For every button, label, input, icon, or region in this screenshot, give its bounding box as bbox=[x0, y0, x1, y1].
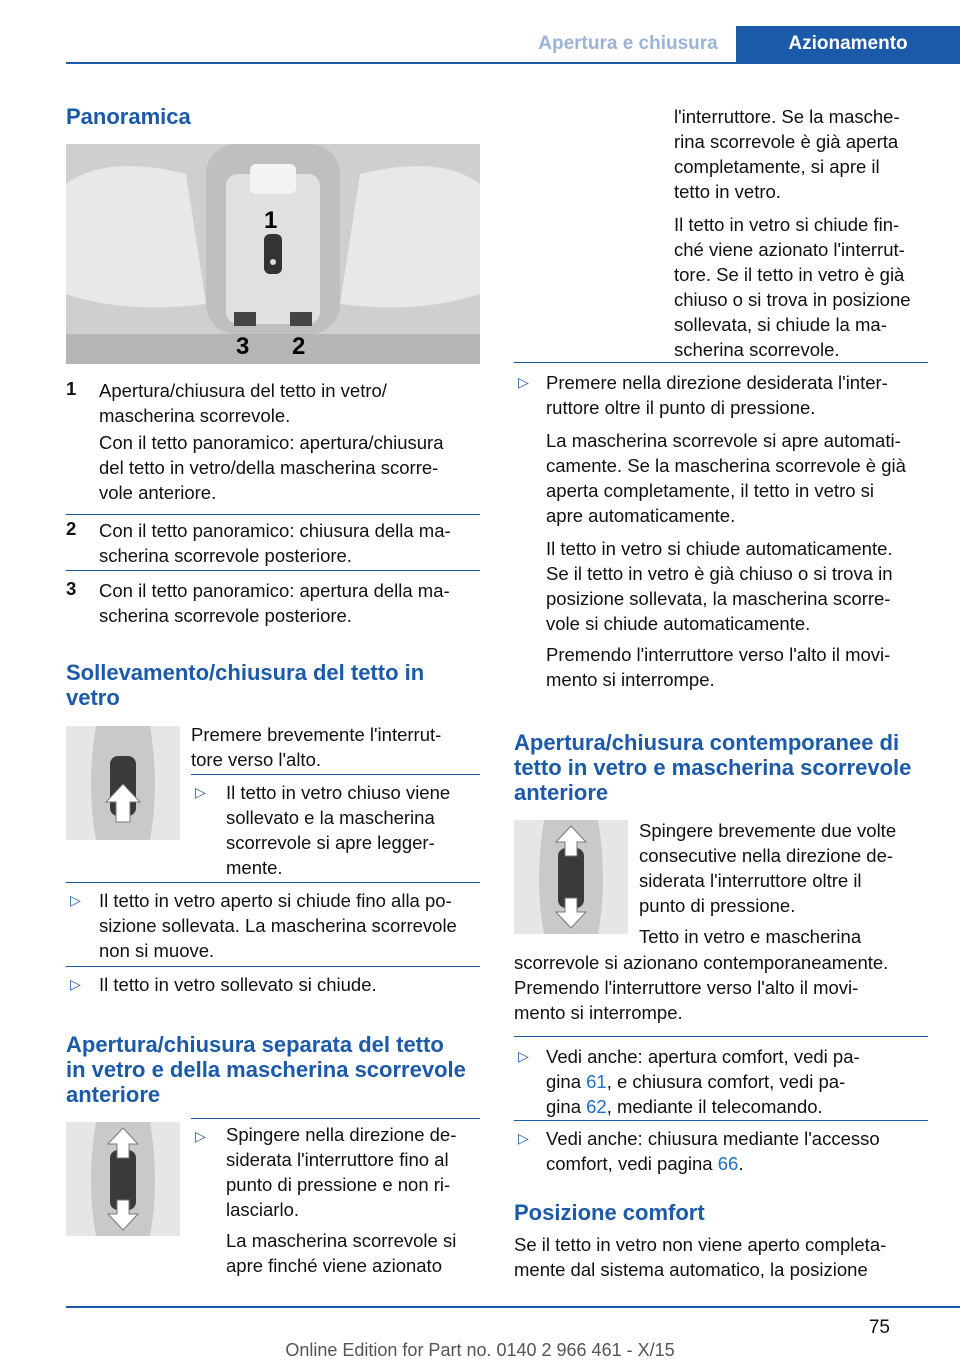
page-link-61[interactable]: 61 bbox=[586, 1071, 607, 1092]
bullet-triangle-icon: ▷ bbox=[518, 374, 529, 390]
contemporanee-bullet-2: Vedi anche: chiusura mediante l'accesso comfort, vedi pagina 66. bbox=[546, 1128, 880, 1174]
switch-up-photo bbox=[66, 726, 180, 840]
item-2-text: Con il tetto panoramico: chiusura della ma‐ scherina scorrevole posteriore. bbox=[99, 520, 451, 566]
separata-bullet-2-p2: La mascherina scorrevole si apre automati‐ camente. Se la mascherina scorrevole è già aperta completamente, il tetto in vetro si apre automaticamente. bbox=[546, 430, 906, 526]
page-link-62[interactable]: 62 bbox=[586, 1096, 607, 1117]
bullet-triangle-icon: ▷ bbox=[70, 976, 81, 992]
section-title-separata: Apertura/chiusura separata del tetto in vetro e della mascherina scorrevole anteriore bbox=[66, 1032, 466, 1107]
separata-bullet-2: Premere nella direzione desiderata l'inter‐ ruttore oltre il punto di pressione. bbox=[546, 372, 888, 418]
item-number-3: 3 bbox=[66, 578, 77, 599]
sollevamento-intro: Premere brevemente l'interrut‐ tore verso l'alto. bbox=[191, 724, 442, 770]
separata-bullet-1-cont: La mascherina scorrevole si apre finché viene azionato bbox=[226, 1230, 457, 1276]
divider bbox=[66, 882, 480, 883]
contemporanee-text-2a: Tetto in vetro e mascherina bbox=[639, 926, 862, 947]
header-section-tab[interactable]: Apertura e chiusura bbox=[538, 33, 718, 54]
bullet-triangle-icon: ▷ bbox=[518, 1130, 529, 1146]
divider bbox=[191, 1118, 480, 1119]
switch-both-photo bbox=[66, 1122, 180, 1236]
overview-photo bbox=[66, 144, 480, 364]
comfort-text: Se il tetto in vetro non viene aperto completa‐ mente dal sistema automatico, la posizione bbox=[514, 1234, 887, 1280]
divider bbox=[66, 966, 480, 967]
divider bbox=[191, 774, 480, 775]
footer-rule bbox=[66, 1306, 960, 1308]
section-title-panoramica: Panoramica bbox=[66, 104, 191, 129]
page-link-66[interactable]: 66 bbox=[717, 1153, 739, 1174]
separata-bullet-1: Spingere nella direzione de‐ siderata l'interruttore fino al punto di pressione e non ri‐ lasciarlo. bbox=[226, 1124, 457, 1220]
sollevamento-bullet-2: Il tetto in vetro aperto si chiude fino alla po‐ sizione sollevata. La mascherina scorrevole non si muove. bbox=[99, 890, 457, 961]
callout-2: 2 bbox=[292, 333, 306, 360]
separata-bullet-2-p3: Il tetto in vetro si chiude automaticamente. Se il tetto in vetro è già chiuso o si trova in posizione sollevata, la mascherina scorre‐ vole si chiude automaticamente. bbox=[546, 538, 893, 634]
item-3-text: Con il tetto panoramico: apertura della ma‐ scherina scorrevole posteriore. bbox=[99, 580, 450, 626]
item-1-note: Con il tetto panoramico: apertura/chiusura del tetto in vetro/della mascherina scorre‐ vole anteriore. bbox=[99, 432, 444, 503]
section-title-contemporanee: Apertura/chiusura contemporanee di tetto in vetro e mascherina scorrevole anteriore bbox=[514, 730, 912, 805]
sollevamento-bullet-1: Il tetto in vetro chiuso viene sollevato e la mascherina scorrevole si apre legger‐ mente. bbox=[226, 782, 451, 878]
separata-bullet-2-p4: Premendo l'interruttore verso l'alto il movi‐ mento si interrompe. bbox=[546, 644, 891, 690]
item-number-2: 2 bbox=[66, 518, 77, 539]
bullet-triangle-icon: ▷ bbox=[195, 784, 206, 800]
divider bbox=[66, 570, 480, 571]
bullet-triangle-icon: ▷ bbox=[518, 1048, 529, 1064]
bullet-triangle-icon: ▷ bbox=[70, 892, 81, 908]
divider bbox=[514, 362, 928, 363]
switch-double-photo bbox=[514, 820, 628, 934]
header-chapter-tab[interactable]: Azionamento bbox=[736, 26, 960, 62]
contemporanee-text-2: scorrevole si azionano contemporaneamente. Premendo l'interruttore verso l'alto il movi‐ mento si interrompe. bbox=[514, 952, 889, 1023]
callout-1: 1 bbox=[264, 207, 278, 234]
contemporanee-text-1: Spingere brevemente due volte consecutive nella direzione de‐ siderata l'interruttore oltre il punto di pressione. bbox=[639, 820, 897, 916]
callout-3: 3 bbox=[236, 333, 250, 360]
page-number: 75 bbox=[868, 1317, 890, 1338]
divider bbox=[514, 1120, 928, 1121]
sollevamento-bullet-3: Il tetto in vetro sollevato si chiude. bbox=[99, 974, 377, 995]
divider bbox=[514, 1036, 928, 1037]
divider bbox=[66, 514, 480, 515]
page-header bbox=[0, 0, 960, 62]
bullet-triangle-icon: ▷ bbox=[195, 1128, 206, 1144]
section-title-sollevamento: Sollevamento/chiusura del tetto in vetro bbox=[66, 660, 425, 710]
contemporanee-bullet-1: Vedi anche: apertura comfort, vedi pa‐ gina 61, e chiusura comfort, vedi pa‐ gina 62, mediante il telecomando. bbox=[546, 1046, 860, 1117]
edition-footer: Online Edition for Part no. 0140 2 966 461 - X/15 bbox=[285, 1340, 675, 1360]
separata-continued-2: Il tetto in vetro si chiude fin‐ ché viene azionato l'interrut‐ tore. Se il tetto in vetro è già chiuso o si trova in posizione sollevata, si chiude la ma‐ scherina scorrevole. bbox=[674, 214, 911, 360]
separata-continued-1: l'interruttore. Se la masche‐ rina scorrevole è già aperta completamente, si apre il tetto in vetro. bbox=[674, 106, 900, 202]
item-1-text: Apertura/chiusura del tetto in vetro/ mascherina scorrevole. bbox=[99, 380, 387, 426]
section-title-comfort: Posizione comfort bbox=[514, 1200, 705, 1225]
item-number-1: 1 bbox=[66, 378, 77, 399]
header-rule bbox=[66, 62, 960, 64]
